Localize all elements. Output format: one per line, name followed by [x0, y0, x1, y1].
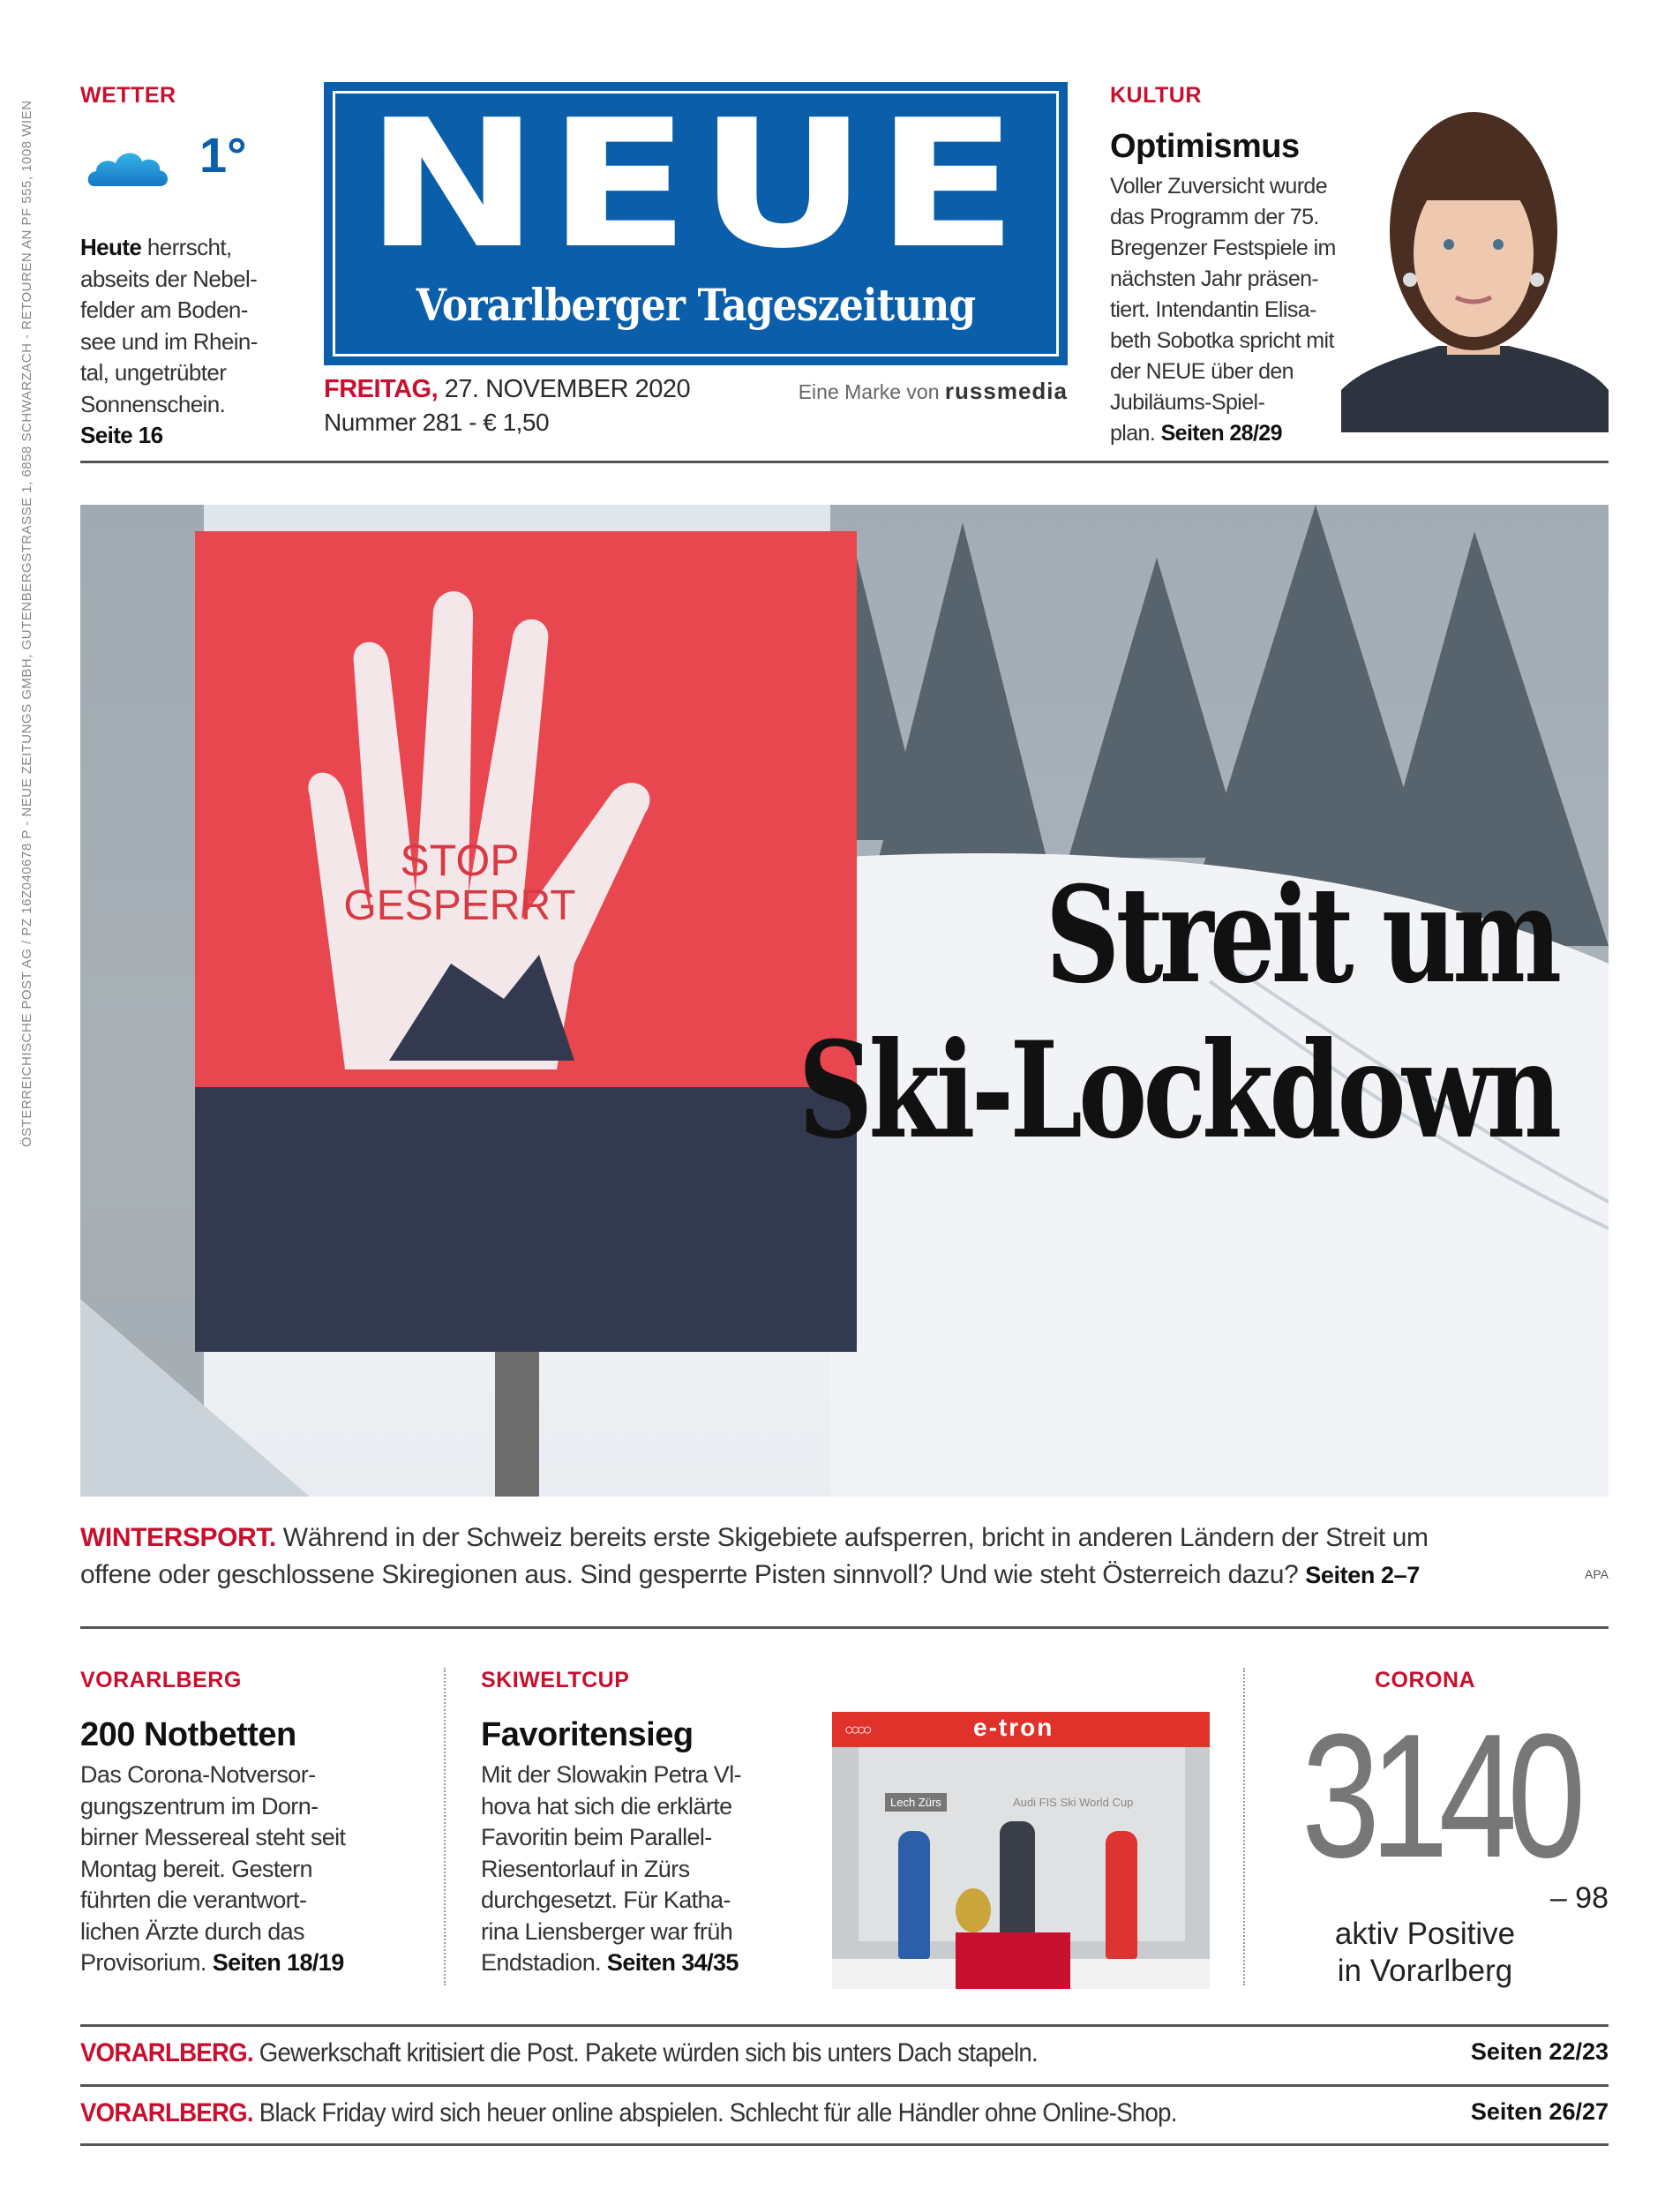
- corona-number: 3140: [1301, 1698, 1577, 1895]
- divider: [80, 1626, 1609, 1629]
- audi-rings-icon: ○○○○: [844, 1721, 869, 1738]
- caption-text: Während in der Schweiz bereits erste Skigebiete aufsperren, bricht in anderen Ländern der Streit um: [275, 1523, 1429, 1552]
- weather-page-ref[interactable]: Seite 16: [80, 422, 163, 448]
- kultur-text: plan.: [1110, 421, 1161, 446]
- skiweltcup-text: Riesentorlauf in Zürs: [481, 1855, 690, 1882]
- weather-text: herrscht,: [141, 234, 232, 260]
- kultur-text: nächsten Jahr präsen-: [1110, 266, 1319, 291]
- skiweltcup-teaser: [481, 1668, 825, 1979]
- athlete-left: [898, 1831, 930, 1959]
- brand-prefix: Eine Marke von: [798, 380, 945, 403]
- brief-page-ref[interactable]: Seiten 26/27: [1464, 2098, 1609, 2126]
- brief-kicker: VORARLBERG.: [80, 2098, 253, 2127]
- brief-item[interactable]: [80, 2098, 1609, 2128]
- hero-headline[interactable]: [584, 858, 1557, 1168]
- corona-delta: – 98: [1549, 1881, 1609, 1915]
- weather-text: felder am Boden-: [80, 296, 248, 323]
- corona-label: CORONA: [1374, 1668, 1476, 1692]
- corona-caption: aktiv Positive: [1334, 1917, 1516, 1951]
- kultur-text: Bregenzer Festspiele im: [1110, 236, 1336, 260]
- publisher-brand: [799, 378, 1068, 405]
- skiweltcup-page-ref[interactable]: Seiten 34/35: [606, 1949, 739, 1976]
- weather-label: WETTER: [80, 83, 176, 108]
- cloud-icon: [86, 147, 170, 186]
- vorarlberg-page-ref[interactable]: Seiten 18/19: [212, 1949, 344, 1976]
- photo-banner-text: e-tron: [973, 1714, 1054, 1741]
- column-divider: [444, 1668, 446, 1985]
- vorarlberg-text: Provisorium.: [80, 1949, 213, 1976]
- portrait-photo: [1341, 99, 1609, 432]
- column-divider: [1243, 1668, 1245, 1985]
- vorarlberg-text: gungszentrum im Dorn-: [80, 1792, 319, 1820]
- divider: [80, 2084, 1609, 2087]
- temperature: 1°: [199, 127, 247, 183]
- skiweltcup-text: Mit der Slowakin Petra Vl-: [481, 1761, 742, 1788]
- skiweltcup-text: hova hat sich die erklärte: [481, 1792, 732, 1820]
- brief-text: Gewerkschaft kritisiert die Post. Pakete würden sich bis unters Dach stapeln.: [252, 2038, 1038, 2067]
- divider: [80, 461, 1609, 463]
- brief-kicker: VORARLBERG.: [80, 2038, 253, 2067]
- hero-headline-line1: Streit um: [1045, 858, 1557, 1013]
- kultur-text: Voller Zuversicht wurde: [1110, 174, 1328, 199]
- vorarlberg-headline[interactable]: 200 Notbetten: [80, 1716, 296, 1753]
- vorarlberg-text: lichen Ärzte durch das: [80, 1917, 304, 1945]
- corona-stat: [1271, 1668, 1609, 1990]
- hero-headline-line2: Ski-Lockdown: [798, 1013, 1557, 1168]
- sign-gesperrt-text: GESPERRT: [343, 882, 576, 929]
- hero-page-ref[interactable]: Seiten 2–7: [1305, 1562, 1420, 1588]
- kultur-page-ref[interactable]: Seiten 28/29: [1160, 421, 1282, 446]
- vorarlberg-text: birner Messereal steht seit: [80, 1824, 346, 1850]
- russmedia-logo: russmedia: [944, 378, 1068, 404]
- weather-box: [80, 83, 283, 452]
- masthead-logo: [324, 82, 1068, 365]
- weather-text: see und im Rhein-: [80, 327, 258, 355]
- skiweltcup-headline[interactable]: Favoritensieg: [481, 1716, 694, 1753]
- divider: [80, 2143, 1609, 2146]
- kultur-teaser: [1110, 83, 1375, 449]
- weekday: FREITAG,: [324, 375, 439, 403]
- vorarlberg-text: führten die verantwort-: [80, 1887, 307, 1913]
- sign-stop-text: STOP: [400, 836, 520, 885]
- brief-page-ref[interactable]: Seiten 22/23: [1464, 2038, 1609, 2066]
- weather-text: tal, ungetrübter: [80, 359, 227, 386]
- podium-photo[interactable]: [832, 1712, 1210, 1989]
- vorarlberg-text: Das Corona-Notversor-: [80, 1761, 316, 1788]
- skiweltcup-label: SKIWELTCUP: [481, 1668, 630, 1692]
- photo-sign-text: Audi FIS Ski World Cup: [1013, 1796, 1134, 1809]
- skiweltcup-text: durchgesetzt. Für Katha-: [481, 1887, 731, 1913]
- photo-credit: APA: [1585, 1567, 1609, 1581]
- weather-text: Sonnenschein.: [80, 390, 226, 417]
- brief-item[interactable]: [80, 2038, 1609, 2068]
- athlete-center: [1000, 1821, 1035, 1950]
- date: 27. NOVEMBER 2020: [438, 375, 691, 403]
- vorarlberg-label: VORARLBERG: [80, 1668, 242, 1692]
- caption-kicker: WINTERSPORT.: [80, 1523, 276, 1552]
- skiweltcup-text: rina Liensberger war früh: [481, 1917, 733, 1945]
- vorarlberg-text: Montag bereit. Gestern: [80, 1855, 312, 1882]
- issue-date: [324, 375, 690, 404]
- postal-imprint: ÖSTERREICHISCHE POST AG / PZ 16Z040678 P - NEUE ZEITUNGS GMBH, GUTENBERGSTRASSE 1, 6858 SCHWARZACH - RETOUREN AN PF 555, 1008 WIEN: [19, 100, 34, 1147]
- hero-photo[interactable]: [80, 505, 1609, 1497]
- hero-caption: [80, 1519, 1609, 1594]
- masthead-subtitle: Vorarlberger Tageszeitung: [416, 279, 976, 331]
- photo-venue-text: Lech Zürs: [885, 1793, 947, 1812]
- skiweltcup-text: Favoritin beim Parallel-: [481, 1824, 712, 1850]
- vorarlberg-teaser: [80, 1668, 433, 1979]
- weather-text: abseits der Nebel-: [80, 265, 258, 292]
- weather-lead: Heute: [80, 234, 142, 260]
- corona-caption: in Vorarlberg: [1337, 1954, 1513, 1988]
- masthead-title: NEUE: [364, 82, 1027, 288]
- issue-number: Nummer 281 - € 1,50: [324, 409, 550, 436]
- brief-text: Black Friday wird sich heuer online abspielen. Schlecht für alle Händler ohne Online-Shop.: [252, 2098, 1177, 2127]
- kultur-text: beth Sobotka spricht mit: [1110, 328, 1334, 353]
- kultur-text: Jubiläums-Spiel-: [1110, 390, 1265, 415]
- athlete-right: [1106, 1831, 1137, 1959]
- kultur-text: der NEUE über den: [1110, 359, 1294, 384]
- kultur-text: das Programm der 75.: [1110, 205, 1319, 229]
- caption-text: offene oder geschlossene Skiregionen aus. Sind gesperrte Pisten sinnvoll? Und wie steht Österreich dazu?: [80, 1560, 1306, 1589]
- kultur-label: KULTUR: [1110, 83, 1202, 108]
- kultur-text: tiert. Intendantin Elisa-: [1110, 297, 1316, 322]
- kultur-headline[interactable]: Optimismus: [1110, 128, 1300, 165]
- divider: [80, 2024, 1609, 2027]
- skiweltcup-text: Endstadion.: [481, 1949, 607, 1976]
